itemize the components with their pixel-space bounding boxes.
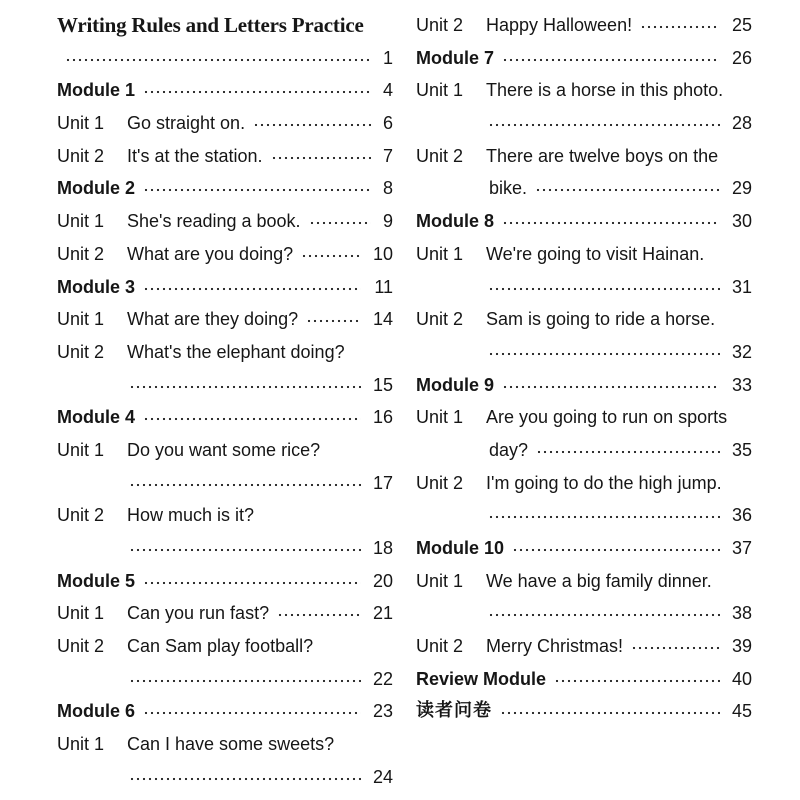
module-label: Module 8 [416, 211, 495, 232]
module-label: Module 6 [57, 701, 136, 722]
page-number: 45 [731, 701, 752, 722]
dot-leader [129, 678, 361, 684]
dot-leader [502, 57, 720, 63]
dot-leader [129, 776, 361, 782]
unit-title: Do you want some rice? [127, 439, 321, 460]
dot-leader [536, 449, 720, 455]
dot-leader [631, 645, 720, 651]
section-label: 读者问卷 [416, 700, 492, 722]
toc-left-column [57, 9, 393, 794]
page-number: 23 [372, 701, 393, 722]
unit-title: Sam is going to ride a horse. [486, 309, 716, 330]
unit-title: Can you run fast? [127, 603, 270, 624]
page-number: 15 [372, 374, 393, 395]
dot-leader [301, 253, 361, 259]
toc-unit-line [57, 205, 393, 238]
toc-unit-line [57, 434, 393, 467]
toc-unit-leader-line [416, 271, 752, 304]
unit-label: Unit 2 [416, 15, 464, 35]
page-number: 35 [731, 439, 752, 460]
unit-label: Unit 1 [416, 80, 464, 101]
page-number: 9 [382, 211, 393, 232]
dot-leader [306, 318, 361, 324]
toc-unit-leader-line [57, 532, 393, 565]
page-number: 7 [382, 145, 393, 166]
unit-label: Unit 2 [57, 505, 105, 526]
unit-title: Can Sam play football? [127, 636, 314, 657]
dot-leader [129, 384, 361, 390]
unit-title: There is a horse in this photo. [486, 80, 724, 101]
module-label: Module 4 [57, 407, 136, 428]
unit-title: We're going to visit Hainan. [486, 243, 705, 264]
toc-unit-line [57, 597, 393, 630]
toc-unit-line [57, 336, 393, 369]
section-label: Review Module [416, 668, 547, 689]
dot-leader [143, 187, 371, 193]
unit-title: I'm going to do the high jump. [486, 472, 722, 493]
unit-title: What are they doing? [127, 309, 299, 330]
unit-label: Unit 1 [57, 603, 105, 624]
toc-module-line [416, 205, 752, 238]
dot-leader [143, 89, 371, 95]
toc-unit-line [57, 499, 393, 532]
page-number: 38 [731, 603, 752, 624]
dot-leader [277, 612, 361, 618]
toc-module-line [57, 74, 393, 107]
toc-unit-line [57, 238, 393, 271]
dot-leader [488, 612, 720, 618]
page-number: 20 [372, 570, 393, 591]
page-number: 37 [731, 538, 752, 558]
unit-label: Unit 1 [57, 211, 105, 232]
toc-unit-line [416, 238, 752, 271]
dot-leader [271, 155, 371, 161]
toc-heading-page: 1 [382, 47, 393, 68]
page-number: 25 [731, 15, 752, 35]
page-number: 36 [731, 505, 752, 526]
unit-label: Unit 1 [57, 439, 105, 460]
unit-label: Unit 2 [416, 145, 464, 166]
toc-unit-line [57, 303, 393, 336]
unit-title: Can I have some sweets? [127, 734, 335, 755]
toc-unit-leader-line [57, 663, 393, 696]
unit-label: Unit 2 [57, 243, 105, 264]
unit-label: Unit 2 [57, 341, 105, 362]
module-label: Module 9 [416, 374, 495, 395]
toc-unit-line [416, 303, 752, 336]
toc-questionnaire-line [416, 695, 752, 728]
unit-title: What's the elephant doing? [127, 341, 345, 362]
unit-title: Go straight on. [127, 113, 246, 134]
toc-unit-leader-line [57, 761, 393, 794]
dot-leader [129, 547, 361, 553]
dot-leader [143, 710, 361, 716]
toc-unit-leader-line [57, 369, 393, 402]
unit-label: Unit 2 [416, 636, 464, 657]
dot-leader [502, 220, 720, 226]
dot-leader [143, 416, 361, 422]
unit-label: Unit 2 [416, 309, 464, 330]
toc-module-line [57, 565, 393, 598]
module-label: Module 5 [57, 570, 136, 591]
toc-unit-line [57, 630, 393, 663]
module-label: Module 1 [57, 80, 136, 101]
dot-leader [488, 122, 720, 128]
toc-unit-leader-line [416, 499, 752, 532]
module-label: Module 2 [57, 178, 136, 199]
unit-label: Unit 1 [57, 113, 105, 134]
toc-module-line [416, 532, 752, 565]
page-number: 11 [374, 276, 393, 297]
page-number: 6 [382, 113, 393, 134]
toc-module-line [57, 401, 393, 434]
page-number: 17 [372, 472, 393, 493]
unit-title: What are you doing? [127, 243, 294, 264]
dot-leader [129, 482, 361, 488]
page-number: 40 [731, 668, 752, 689]
toc-unit-line [57, 728, 393, 761]
toc-unit-leader-line [416, 107, 752, 140]
toc-module-line [57, 271, 393, 304]
page-number: 21 [372, 603, 393, 624]
toc-unit-line [416, 9, 752, 42]
page-number: 18 [372, 538, 393, 558]
unit-label: Unit 1 [57, 734, 105, 755]
page-number: 4 [382, 80, 393, 101]
unit-label: Unit 2 [57, 636, 105, 657]
dot-leader [488, 514, 720, 520]
page-number: 26 [731, 47, 752, 68]
toc-unit-line [416, 140, 752, 173]
unit-title: We have a big family dinner. [486, 570, 712, 591]
dot-leader [143, 286, 361, 292]
page-number: 24 [372, 766, 393, 787]
page-number: 8 [382, 178, 393, 199]
dot-leader [535, 187, 720, 193]
page-number: 22 [372, 668, 393, 689]
unit-title-continued: bike. [489, 178, 528, 199]
module-label: Module 7 [416, 47, 495, 68]
dot-leader [502, 384, 720, 390]
toc-unit-leader-line [416, 336, 752, 369]
page-number: 31 [731, 276, 752, 297]
page-number: 14 [372, 309, 393, 330]
toc-module-line [416, 369, 752, 402]
page-number: 33 [731, 374, 752, 395]
unit-title: There are twelve boys on the [486, 145, 719, 166]
unit-title: Happy Halloween! [486, 15, 633, 35]
page-number: 28 [731, 113, 752, 134]
unit-title: It's at the station. [127, 145, 263, 166]
unit-label: Unit 1 [416, 407, 464, 428]
toc-heading: Writing Rules and Letters Practice [57, 13, 364, 37]
toc-heading-leader-line [57, 42, 393, 75]
unit-title: She's reading a book. [127, 211, 301, 232]
page-number: 29 [731, 178, 752, 199]
unit-label: Unit 1 [57, 309, 105, 330]
unit-label: Unit 1 [416, 243, 464, 264]
dot-leader [640, 24, 720, 30]
dot-leader [488, 286, 720, 292]
toc-unit-line [57, 140, 393, 173]
unit-title-continued: day? [489, 439, 529, 460]
page-number: 32 [731, 341, 752, 362]
toc-unit-line [416, 630, 752, 663]
dot-leader [309, 220, 371, 226]
toc-module-line [57, 695, 393, 728]
toc-unit-line [416, 565, 752, 598]
toc-unit-leader-line [57, 467, 393, 500]
dot-leader [65, 57, 369, 63]
module-label: Module 3 [57, 276, 136, 297]
module-label: Module 10 [416, 538, 505, 558]
dot-leader [500, 710, 720, 716]
page-number: 30 [731, 211, 752, 232]
dot-leader [512, 547, 720, 553]
unit-label: Unit 2 [57, 145, 105, 166]
toc-unit-line [416, 74, 752, 107]
toc-unit-line [416, 467, 752, 500]
unit-label: Unit 1 [416, 570, 464, 591]
page-number: 39 [731, 636, 752, 657]
toc-unit-line [416, 401, 752, 434]
unit-label: Unit 2 [416, 472, 464, 493]
toc-module-line [57, 172, 393, 205]
unit-title: Are you going to run on sports [486, 407, 728, 428]
toc-heading-line [57, 9, 393, 42]
unit-title: How much is it? [127, 505, 255, 526]
dot-leader [488, 351, 720, 357]
toc-right-column [416, 9, 752, 728]
toc-unit-leader-line [416, 597, 752, 630]
unit-title: Merry Christmas! [486, 636, 624, 657]
dot-leader [554, 678, 720, 684]
toc-unit-line [57, 107, 393, 140]
dot-leader [253, 122, 371, 128]
toc-unit-continuation-line [416, 172, 752, 205]
toc-review-module-line [416, 663, 752, 696]
page-number: 16 [372, 407, 393, 428]
page-number: 10 [372, 243, 393, 264]
toc-unit-continuation-line [416, 434, 752, 467]
toc-module-line [416, 42, 752, 75]
dot-leader [143, 580, 361, 586]
